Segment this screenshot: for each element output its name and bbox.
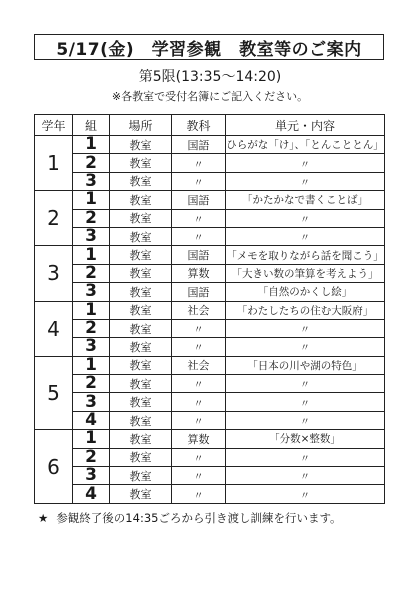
place-cell: 教室 [110, 411, 172, 429]
unit-cell: 「分数×整数」 [226, 430, 385, 448]
header-unit: 単元・内容 [226, 115, 385, 136]
subject-cell: 〃 [172, 448, 226, 466]
notice-text: ※各教室で受付名簿にご記入ください。 [111, 90, 309, 103]
unit-cell: 〃 [226, 448, 385, 466]
subject-cell: 〃 [172, 411, 226, 429]
table-row [35, 356, 385, 374]
unit-cell: 「かたかなで書くことば」 [226, 191, 385, 209]
table-row [35, 172, 385, 190]
place-cell: 教室 [110, 319, 172, 337]
schedule-table [34, 114, 385, 504]
class-cell: 4 [73, 485, 110, 503]
place-cell: 教室 [110, 246, 172, 264]
table-row [35, 301, 385, 319]
header-subject: 教科 [172, 115, 226, 136]
subject-cell: 〃 [172, 227, 226, 245]
table-row [35, 393, 385, 411]
table-row [35, 338, 385, 356]
subject-cell: 〃 [172, 485, 226, 503]
table-row [35, 375, 385, 393]
grade-cell: 3 [35, 246, 73, 301]
unit-cell: 〃 [226, 154, 385, 172]
footer-text: 参観終了後の14:35ごろから引き渡し訓練を行います。 [56, 511, 342, 525]
header-place: 場所 [110, 115, 172, 136]
unit-cell: 〃 [226, 411, 385, 429]
table-row [35, 283, 385, 301]
unit-cell: 〃 [226, 319, 385, 337]
subject-cell: 〃 [172, 375, 226, 393]
class-cell: 3 [73, 467, 110, 485]
place-cell: 教室 [110, 430, 172, 448]
unit-cell: 〃 [226, 467, 385, 485]
table-row [35, 227, 385, 245]
unit-cell: 〃 [226, 485, 385, 503]
class-cell: 4 [73, 411, 110, 429]
table-body [35, 136, 385, 504]
class-cell: 2 [73, 319, 110, 337]
place-cell: 教室 [110, 485, 172, 503]
subject-cell: 国語 [172, 283, 226, 301]
subject-cell: 国語 [172, 246, 226, 264]
class-cell: 2 [73, 154, 110, 172]
subject-cell: 国語 [172, 136, 226, 154]
class-cell: 2 [73, 264, 110, 282]
class-cell: 2 [73, 375, 110, 393]
class-cell: 1 [73, 301, 110, 319]
place-cell: 教室 [110, 172, 172, 190]
unit-cell: 〃 [226, 172, 385, 190]
class-cell: 3 [73, 338, 110, 356]
table-row [35, 264, 385, 282]
place-cell: 教室 [110, 467, 172, 485]
place-cell: 教室 [110, 136, 172, 154]
subject-cell: 〃 [172, 338, 226, 356]
table-row [35, 467, 385, 485]
subject-cell: 〃 [172, 172, 226, 190]
place-cell: 教室 [110, 209, 172, 227]
subject-cell: 〃 [172, 154, 226, 172]
class-cell: 3 [73, 227, 110, 245]
table-row [35, 411, 385, 429]
table-header-row [35, 115, 385, 136]
grade-cell: 5 [35, 356, 73, 430]
class-cell: 1 [73, 246, 110, 264]
class-cell: 3 [73, 172, 110, 190]
table-row [35, 485, 385, 503]
place-cell: 教室 [110, 448, 172, 466]
class-cell: 1 [73, 356, 110, 374]
place-cell: 教室 [110, 227, 172, 245]
place-cell: 教室 [110, 154, 172, 172]
class-cell: 3 [73, 393, 110, 411]
class-cell: 1 [73, 430, 110, 448]
unit-cell: 〃 [226, 227, 385, 245]
place-cell: 教室 [110, 264, 172, 282]
table-row [35, 154, 385, 172]
table-row [35, 430, 385, 448]
subject-cell: 〃 [172, 209, 226, 227]
class-cell: 1 [73, 191, 110, 209]
unit-cell: 「自然のかくし絵」 [226, 283, 385, 301]
place-cell: 教室 [110, 283, 172, 301]
header-grade: 学年 [35, 115, 73, 136]
place-cell: 教室 [110, 338, 172, 356]
table-row [35, 209, 385, 227]
header-class: 組 [73, 115, 110, 136]
unit-cell: 〃 [226, 393, 385, 411]
subject-cell: 〃 [172, 319, 226, 337]
place-cell: 教室 [110, 191, 172, 209]
unit-cell: ひらがな「け」、「とんこととん」 [226, 136, 385, 154]
period-label: 第5限(13:35～14:20) [138, 69, 282, 85]
grade-cell: 2 [35, 191, 73, 246]
unit-cell: 「大きい数の筆算を考えよう」 [226, 264, 385, 282]
unit-cell: 〃 [226, 209, 385, 227]
table-row [35, 448, 385, 466]
class-cell: 2 [73, 448, 110, 466]
unit-cell: 「メモを取りながら話を聞こう」 [226, 246, 385, 264]
star-icon: ★ [38, 511, 49, 525]
table-row [35, 136, 385, 154]
grade-cell: 4 [35, 301, 73, 356]
class-cell: 3 [73, 283, 110, 301]
table-row [35, 191, 385, 209]
page-title: 5/17(金) 学習参観 教室等のご案内 [34, 34, 384, 60]
unit-cell: 「わたしたちの住む大阪府」 [226, 301, 385, 319]
subject-cell: 〃 [172, 393, 226, 411]
unit-cell: 〃 [226, 338, 385, 356]
class-cell: 1 [73, 136, 110, 154]
place-cell: 教室 [110, 393, 172, 411]
footer-note [38, 510, 398, 526]
subject-cell: 社会 [172, 356, 226, 374]
unit-cell: 〃 [226, 375, 385, 393]
table-row [35, 246, 385, 264]
place-cell: 教室 [110, 356, 172, 374]
subject-cell: 社会 [172, 301, 226, 319]
grade-cell: 6 [35, 430, 73, 504]
subject-cell: 算数 [172, 264, 226, 282]
subject-cell: 算数 [172, 430, 226, 448]
table-row [35, 319, 385, 337]
place-cell: 教室 [110, 375, 172, 393]
class-cell: 2 [73, 209, 110, 227]
grade-cell: 1 [35, 136, 73, 191]
subject-cell: 国語 [172, 191, 226, 209]
place-cell: 教室 [110, 301, 172, 319]
unit-cell: 「日本の川や湖の特色」 [226, 356, 385, 374]
subject-cell: 〃 [172, 467, 226, 485]
